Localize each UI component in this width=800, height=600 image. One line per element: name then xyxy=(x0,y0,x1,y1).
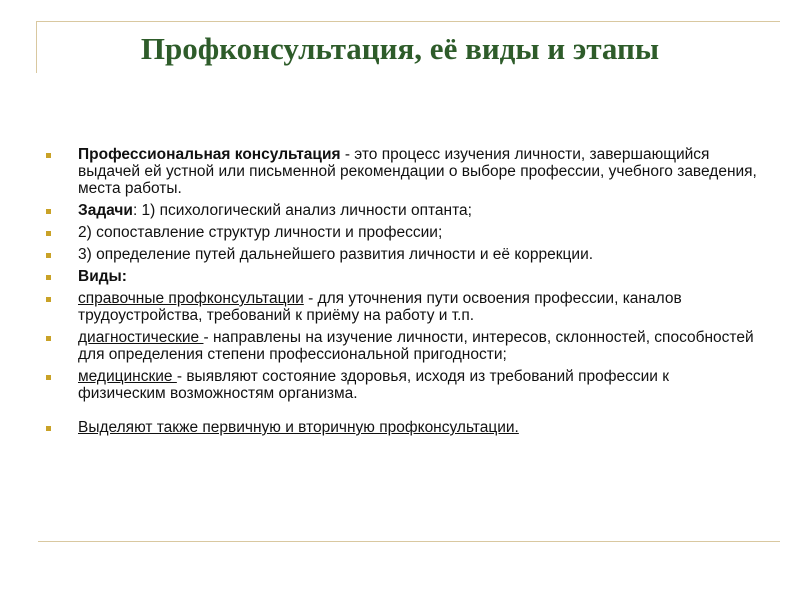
bullet-item-types-heading xyxy=(44,268,759,285)
square-bullet-icon xyxy=(46,253,51,258)
term-reference-consultations: справочные профконсультации xyxy=(78,290,304,307)
definition-text: - это процесс изучения личности, завершающийся выдачей ей устной или письменной рекомендации о выборе профессии, учебного заведения, места работы. xyxy=(78,146,757,197)
bullet-item-reference xyxy=(44,290,759,324)
term-medical: медицинские xyxy=(78,368,177,385)
frame-top-line xyxy=(36,21,780,22)
square-bullet-icon xyxy=(46,231,51,236)
diagnostic-description: - направлены на изучение личности, интересов, склонностей, способностей для определения степени профессиональной пригодности; xyxy=(78,329,754,363)
tasks-label: Задачи xyxy=(78,202,133,219)
square-bullet-icon xyxy=(46,209,51,214)
reference-description: - для уточнения пути освоения профессии, каналов трудоустройства, требований к приёму на работу и т.п. xyxy=(78,290,682,324)
slide-title: Профконсультация, её виды и этапы xyxy=(140,31,660,66)
bullet-item-task-3 xyxy=(44,246,759,263)
bullet-item-primary-secondary xyxy=(44,419,759,436)
primary-secondary-text: Выделяют также первичную и вторичную профконсультации. xyxy=(78,419,519,436)
bullet-item-diagnostic xyxy=(44,329,759,363)
task-2-text: 2) сопоставление структур личности и профессии; xyxy=(78,224,443,241)
bullet-list xyxy=(44,146,759,441)
bullet-item-task-2 xyxy=(44,224,759,241)
task-1-text: : 1) психологический анализ личности оптанта; xyxy=(132,202,472,219)
square-bullet-icon xyxy=(46,275,51,280)
medical-description: - выявляют состояние здоровья, исходя из требований профессии к физическим возможностям организма. xyxy=(78,368,669,402)
frame-bottom-line xyxy=(38,541,780,542)
bullet-item-definition xyxy=(44,146,759,197)
term-professional-consultation: Профессиональная консультация xyxy=(78,146,341,163)
bullet-item-medical xyxy=(44,368,759,402)
square-bullet-icon xyxy=(46,375,51,380)
term-diagnostic: диагностические xyxy=(78,329,204,346)
square-bullet-icon xyxy=(46,153,51,158)
square-bullet-icon xyxy=(46,297,51,302)
types-label: Виды: xyxy=(78,268,127,285)
square-bullet-icon xyxy=(46,336,51,341)
task-3-text: 3) определение путей дальнейшего развития личности и её коррекции. xyxy=(78,246,594,263)
bullet-item-tasks xyxy=(44,202,759,219)
square-bullet-icon xyxy=(46,426,51,431)
